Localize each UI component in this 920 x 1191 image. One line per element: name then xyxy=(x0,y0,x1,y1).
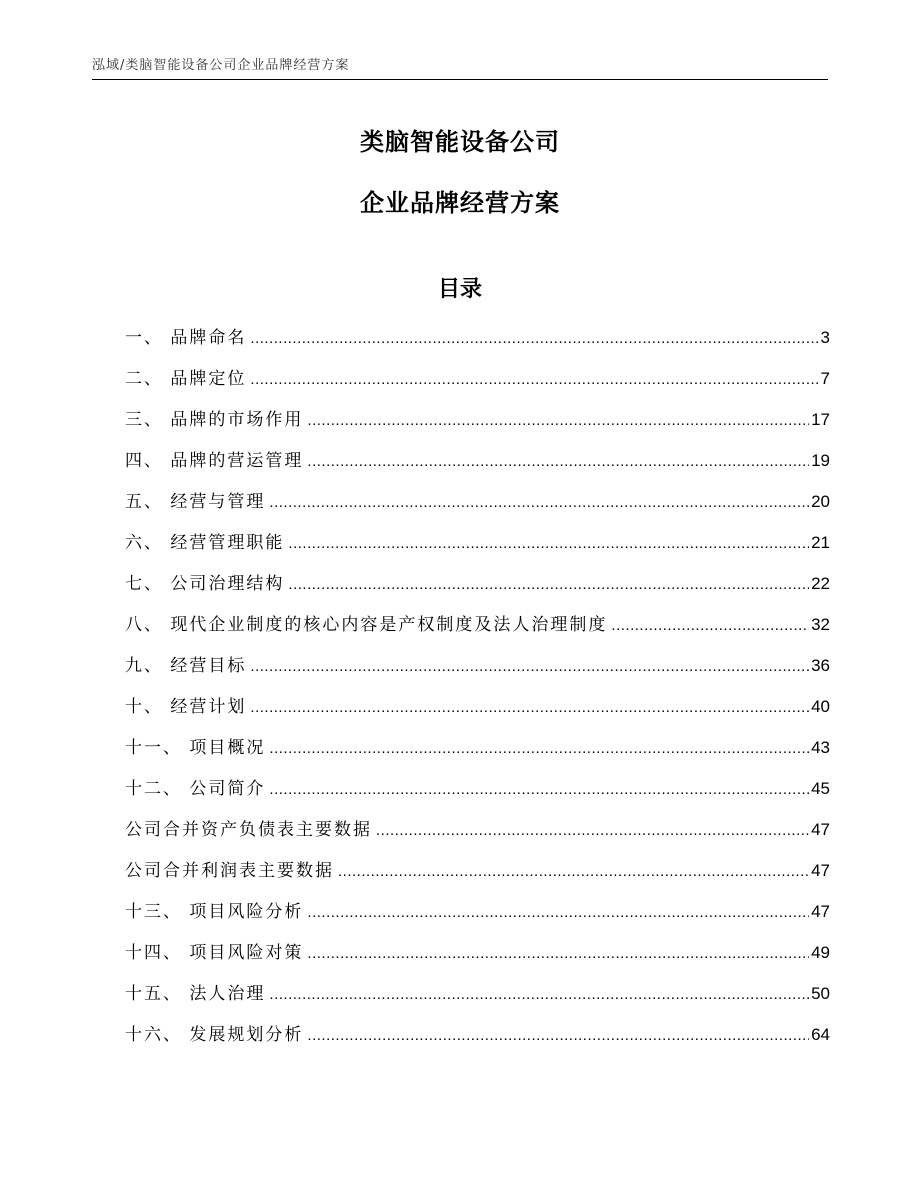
toc-dot-leader xyxy=(269,482,809,523)
toc-dot-leader xyxy=(611,605,809,646)
toc-entry-label: 公司合并资产负债表主要数据 xyxy=(125,820,372,840)
toc-entry[interactable] xyxy=(125,645,830,686)
toc-entry-page: 40 xyxy=(811,697,830,716)
toc-entry[interactable] xyxy=(125,850,830,891)
toc-entry[interactable] xyxy=(125,399,830,440)
toc-dot-leader xyxy=(376,810,809,851)
toc-entry-page: 64 xyxy=(811,1025,830,1044)
toc-entry[interactable] xyxy=(125,522,830,563)
toc-entry[interactable] xyxy=(125,727,830,768)
toc-entry-page: 36 xyxy=(811,656,830,675)
toc-entry-page: 3 xyxy=(820,328,830,347)
toc-entry-page: 19 xyxy=(811,451,830,470)
toc-entry-label: 四、 品牌的营运管理 xyxy=(125,451,304,471)
toc-heading: 目录 xyxy=(437,277,482,302)
toc-entry-label: 三、 品牌的市场作用 xyxy=(125,410,304,430)
toc-entry-page: 21 xyxy=(811,533,830,552)
toc-entry-label: 公司合并利润表主要数据 xyxy=(125,861,334,881)
toc-entry[interactable] xyxy=(125,768,830,809)
toc-entry-label: 十六、 发展规划分析 xyxy=(125,1025,304,1045)
toc-dot-leader xyxy=(269,769,809,810)
toc-entry-label: 十三、 项目风险分析 xyxy=(125,902,304,922)
toc-dot-leader xyxy=(307,933,809,974)
toc-entry[interactable] xyxy=(125,1014,830,1055)
document-title-line2: 企业品牌经营方案 xyxy=(360,189,560,217)
toc-dot-leader xyxy=(288,523,809,564)
toc-dot-leader xyxy=(307,400,809,441)
document-title-line1: 类脑智能设备公司 xyxy=(360,128,560,156)
toc-entry-page: 47 xyxy=(811,820,830,839)
header-rule xyxy=(92,79,828,80)
toc-entry-page: 49 xyxy=(811,943,830,962)
toc-entry-label: 二、 品牌定位 xyxy=(125,369,247,389)
toc-entry-label: 十二、 公司简介 xyxy=(125,779,266,799)
toc-dot-leader xyxy=(250,687,809,728)
toc-dot-leader xyxy=(250,646,809,687)
toc-dot-leader xyxy=(269,728,809,769)
toc-entry-page: 50 xyxy=(811,984,830,1003)
toc-entry[interactable] xyxy=(125,973,830,1014)
toc-entry-label: 五、 经营与管理 xyxy=(125,492,266,512)
toc-entry[interactable] xyxy=(125,686,830,727)
toc-dot-leader xyxy=(250,359,818,400)
toc-entry[interactable] xyxy=(125,481,830,522)
toc-entry-label: 一、 品牌命名 xyxy=(125,328,247,348)
toc-entry-label: 十、 经营计划 xyxy=(125,697,247,717)
toc-entry-page: 7 xyxy=(820,369,830,388)
toc-dot-leader xyxy=(307,1015,809,1056)
toc-entry-page: 47 xyxy=(811,902,830,921)
toc-entry-page: 43 xyxy=(811,738,830,757)
toc-entry-page: 17 xyxy=(811,410,830,429)
toc-dot-leader xyxy=(250,318,818,359)
toc-entry-page: 45 xyxy=(811,779,830,798)
toc-entry-page: 22 xyxy=(811,574,830,593)
toc-dot-leader xyxy=(307,441,809,482)
table-of-contents xyxy=(125,317,830,1055)
toc-entry-label: 六、 经营管理职能 xyxy=(125,533,285,553)
toc-entry[interactable] xyxy=(125,563,830,604)
toc-entry-page: 32 xyxy=(811,615,830,634)
toc-entry-label: 十五、 法人治理 xyxy=(125,984,266,1004)
document-header: 泓域/类脑智能设备公司企业品牌经营方案 xyxy=(92,58,350,73)
toc-dot-leader xyxy=(288,564,809,605)
toc-entry[interactable] xyxy=(125,604,830,645)
toc-entry[interactable] xyxy=(125,891,830,932)
toc-entry-label: 九、 经营目标 xyxy=(125,656,247,676)
toc-entry[interactable] xyxy=(125,932,830,973)
toc-entry[interactable] xyxy=(125,317,830,358)
toc-entry-label: 七、 公司治理结构 xyxy=(125,574,285,594)
toc-dot-leader xyxy=(269,974,809,1015)
toc-entry[interactable] xyxy=(125,358,830,399)
toc-entry-label: 八、 现代企业制度的核心内容是产权制度及法人治理制度 xyxy=(125,615,608,635)
toc-entry-page: 47 xyxy=(811,861,830,880)
toc-dot-leader xyxy=(338,851,809,892)
toc-entry[interactable] xyxy=(125,440,830,481)
toc-entry-page: 20 xyxy=(811,492,830,511)
toc-entry-label: 十四、 项目风险对策 xyxy=(125,943,304,963)
toc-entry-label: 十一、 项目概况 xyxy=(125,738,266,758)
toc-entry[interactable] xyxy=(125,809,830,850)
toc-dot-leader xyxy=(307,892,809,933)
